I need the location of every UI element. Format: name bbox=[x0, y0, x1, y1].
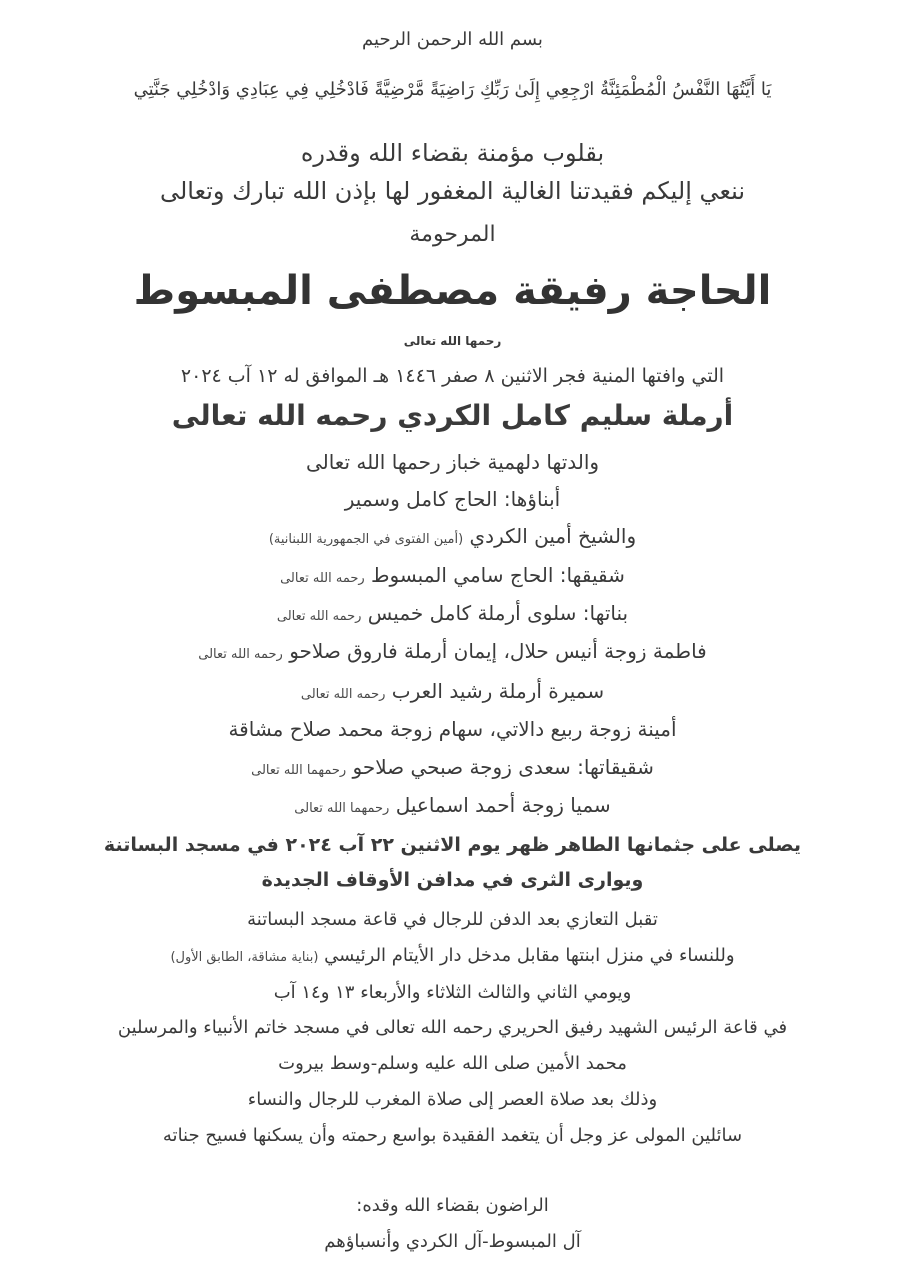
basmala: بسم الله الرحمن الرحيم bbox=[362, 29, 543, 50]
widow-of: أرملة سليم كامل الكردي رحمه الله تعالى bbox=[171, 399, 734, 432]
condolences-line-3: ويومي الثاني والثالث الثلاثاء والأربعاء ١٣ و١٤ آب bbox=[273, 982, 632, 1003]
daughters-line-2-main: فاطمة زوجة أنيس حلال، إيمان أرملة فاروق صلاحو bbox=[289, 639, 707, 663]
mother-line: والدتها دلهمية خباز رحمها الله تعالى bbox=[305, 450, 600, 474]
condolences-line-1: تقبل التعازي بعد الدفن للرجال في قاعة مسجد البساتنة bbox=[247, 909, 658, 930]
daughters-line-1-main: بناتها: سلوى أرملة كامل خميس bbox=[367, 601, 629, 625]
death-date: التي وافتها المنية فجر الاثنين ٨ صفر ١٤٤٦ هـ الموافق له ١٢ آب ٢٠٢٤ bbox=[180, 365, 725, 387]
sisters-line-2 bbox=[0, 794, 905, 817]
funeral-burial: ويوارى الثرى في مدافن الأوقاف الجديدة bbox=[261, 869, 644, 891]
daughters-line-1 bbox=[0, 602, 905, 625]
condolences-line-2-note: (بناية مشاقة، الطابق الأول) bbox=[170, 950, 319, 965]
intro-line-2: ننعي إليكم فقيدتنا الغالية المغفور لها بإذن الله تبارك وتعالى bbox=[159, 177, 746, 205]
sisters-line-1-note: رحمهما الله تعالى bbox=[251, 763, 347, 778]
brother-line-main: شقيقها: الحاج سامي المبسوط bbox=[371, 563, 625, 587]
daughters-line-3 bbox=[0, 680, 905, 703]
condolences-line-2-main: وللنساء في منزل ابنتها مقابل مدخل دار الأيتام الرئيسي bbox=[324, 945, 735, 966]
sisters-line-2-note: رحمهما الله تعالى bbox=[294, 801, 390, 816]
deceased-rahma: رحمها الله تعالى bbox=[403, 334, 502, 348]
intro-line-3: المرحومة bbox=[409, 222, 496, 247]
closing-line-2: آل المبسوط-آل الكردي وأنسباؤهم bbox=[324, 1231, 581, 1252]
daughters-line-3-main: سميرة أرملة رشيد العرب bbox=[391, 679, 605, 703]
condolences-line-5: محمد الأمين صلى الله عليه وسلم-وسط بيروت bbox=[278, 1053, 627, 1074]
deceased-name: الحاجة رفيقة مصطفى المبسوط bbox=[133, 268, 772, 314]
closing-line-1: الراضون بقضاء الله وقده: bbox=[356, 1195, 549, 1216]
daughters-line-4: أمينة زوجة ربيع دالاتي، سهام زوجة محمد صلاح مشاقة bbox=[228, 717, 677, 741]
sons-line-2-main: والشيخ أمين الكردي bbox=[469, 524, 637, 548]
condolences-line-6: وذلك بعد صلاة العصر إلى صلاة المغرب للرجال والنساء bbox=[247, 1089, 658, 1110]
sisters-line-1-main: شقيقاتها: سعدى زوجة صبحي صلاحو bbox=[352, 755, 654, 779]
daughters-line-3-note: رحمه الله تعالى bbox=[300, 687, 386, 702]
sons-line-2 bbox=[0, 525, 905, 548]
condolences-line-7: سائلين المولى عز وجل أن يتغمد الفقيدة بواسع رحمته وأن يسكنها فسيح جناته bbox=[162, 1125, 743, 1146]
funeral-prayer: يصلى على جثمانها الطاهر ظهر يوم الاثنين ٢٢ آب ٢٠٢٤ في مسجد البساتنة bbox=[103, 834, 802, 856]
brother-line-note: رحمه الله تعالى bbox=[280, 571, 365, 586]
daughters-line-2 bbox=[0, 640, 905, 663]
sisters-line-1 bbox=[0, 756, 905, 779]
condolences-line-4: في قاعة الرئيس الشهيد رفيق الحريري رحمه الله تعالى في مسجد خاتم الأنبياء والمرسلين bbox=[117, 1017, 788, 1038]
intro-line-1: بقلوب مؤمنة بقضاء الله وقدره bbox=[300, 139, 605, 167]
condolences-line-2 bbox=[0, 946, 905, 967]
brother-line bbox=[0, 564, 905, 587]
sisters-line-2-main: سميا زوجة أحمد اسماعيل bbox=[395, 793, 611, 817]
sons-line-2-note: (أمين الفتوى في الجمهورية اللبنانية) bbox=[268, 532, 464, 547]
daughters-line-1-note: رحمه الله تعالى bbox=[276, 609, 362, 624]
quran-verse: يَا أَيَّتُهَا النَّفْسُ الْمُطْمَئِنَّةُ ارْجِعِي إِلَىٰ رَبِّكِ رَاضِيَةً مَّرْضِيَّةً فَادْخُلِي فِي عِبَادِي وَادْخُلِي جَنَّتِي bbox=[133, 79, 772, 100]
daughters-line-2-note: رحمه الله تعالى bbox=[198, 647, 283, 662]
sons-line-1: أبناؤها: الحاج كامل وسمير bbox=[344, 487, 561, 511]
